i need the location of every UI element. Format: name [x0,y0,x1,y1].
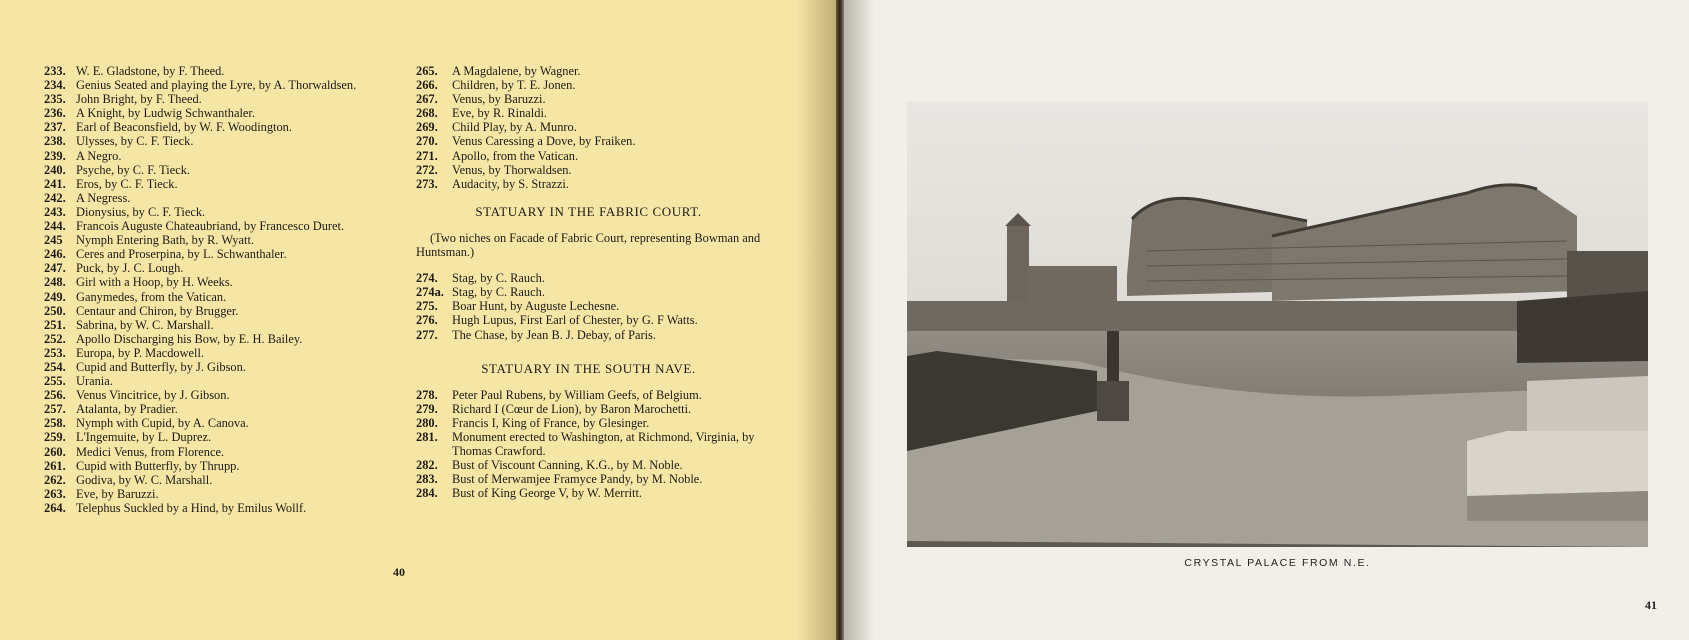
catalogue-entry [44,459,389,473]
entry-number: 234. [44,78,66,93]
entry-title: Francois Auguste Chateaubriand, by Francesco Duret. [76,219,345,234]
entry-number: 272. [416,162,438,177]
entry-number: 276. [416,313,438,328]
entry-title: Eve, by Baruzzi. [76,486,159,501]
catalogue-entry [416,472,761,486]
catalogue-entry [416,328,761,342]
catalogue-entry [44,134,389,148]
entry-number: 238. [44,134,66,149]
entry-title: Nymph Entering Bath, by R. Wyatt. [76,233,254,248]
entry-title: Francis I, King of France, by Glesinger. [452,415,650,430]
entry-number: 279. [416,401,438,416]
entry-title: Genius Seated and playing the Lyre, by A. Thorwaldsen. [76,78,357,93]
entry-number: 260. [44,444,66,459]
entry-title: Monument erected to Washington, at Richmond, Virginia, by Thomas Crawford. [452,429,755,459]
catalogue-entry [416,106,761,120]
entry-title: Earl of Beaconsfield, by W. F. Woodington. [76,120,292,135]
catalogue-entry [44,416,389,430]
catalogue-entry [44,205,389,219]
catalogue-column-1 [44,64,389,515]
entry-number: 277. [416,327,438,342]
entry-number: 242. [44,190,66,205]
entry-title: Apollo Discharging his Bow, by E. H. Bailey. [76,331,303,346]
entry-number: 249. [44,289,66,304]
entry-title: Peter Paul Rubens, by William Geefs, of Belgium. [452,387,702,402]
entry-number: 269. [416,120,438,135]
entry-number: 245 [44,233,63,248]
catalogue-entry [44,388,389,402]
catalogue-entry [416,458,761,472]
entry-number: 257. [44,402,66,417]
entry-title: Bust of Merwamjee Framyce Pandy, by M. Noble. [452,472,703,487]
catalogue-entry [44,304,389,318]
entry-number: 259. [44,430,66,445]
entry-number: 236. [44,106,66,121]
entry-title: Bust of King George V, by W. Merritt. [452,486,642,501]
catalogue-entry [44,64,389,78]
entry-number: 240. [44,162,66,177]
entry-number: 278. [416,387,438,402]
catalogue-entry [416,78,761,92]
entry-number: 265. [416,64,438,78]
catalogue-entry [44,191,389,205]
entry-number: 248. [44,275,66,290]
catalogue-entry [416,120,761,134]
entry-number: 239. [44,148,66,163]
entry-title: Ganymedes, from the Vatican. [76,289,227,304]
entry-title: Medici Venus, from Florence. [76,444,225,459]
entry-number: 262. [44,472,66,487]
entry-title: Venus Vincitrice, by J. Gibson. [76,388,230,403]
entry-number: 235. [44,92,66,107]
entry-title: The Chase, by Jean B. J. Debay, of Paris. [452,327,656,342]
entry-number: 241. [44,176,66,191]
section-heading-fabric-court: STATUARY IN THE FABRIC COURT. [475,203,702,219]
entry-number: 253. [44,345,66,360]
entry-number: 247. [44,261,66,276]
entry-title: Stag, by C. Rauch. [452,271,545,286]
catalogue-entry [44,346,389,360]
catalogue-entry [44,290,389,304]
entry-number: 284. [416,486,438,501]
entry-title: Venus, by Thorwaldsen. [452,162,572,177]
entry-title: Atalanta, by Pradier. [76,402,178,417]
left-page [0,0,836,640]
entry-title: Child Play, by A. Munro. [452,120,577,135]
entry-number: 252. [44,331,66,346]
page-number-right: 41 [1645,598,1657,612]
entry-number: 274. [416,271,438,286]
entry-title: Boar Hunt, by Auguste Lechesne. [452,299,620,314]
entry-title: Venus Caressing a Dove, by Fraiken. [452,134,636,149]
catalogue-entry [416,313,761,327]
catalogue-entry [416,388,761,402]
catalogue-entry [44,430,389,444]
catalogue-entry [44,501,389,515]
entry-title: John Bright, by F. Theed. [76,92,202,107]
entry-title: Godiva, by W. C. Marshall. [76,472,213,487]
catalogue-entry [44,261,389,275]
entry-title: Psyche, by C. F. Tieck. [76,162,190,177]
entry-number: 233. [44,64,66,78]
catalogue-entry [416,416,761,430]
entry-number: 254. [44,359,66,374]
book-gutter [836,0,844,640]
entry-number: 268. [416,106,438,121]
entry-title: Telephus Suckled by a Hind, by Emilus Wollf. [76,500,307,515]
catalogue-entry [44,149,389,163]
catalogue-entry [44,402,389,416]
entry-title: A Magdalene, by Wagner. [452,64,581,78]
catalogue-entry [44,106,389,120]
entry-title: Richard I (Cœur de Lion), by Baron Marochetti. [452,401,692,416]
entry-number: 237. [44,120,66,135]
catalogue-entry [44,120,389,134]
entry-title: Cupid and Butterfly, by J. Gibson. [76,359,246,374]
catalogue-entry [44,177,389,191]
catalogue-entry [44,332,389,346]
entry-title: Cupid with Butterfly, by Thrupp. [76,458,240,473]
catalogue-entry [416,299,761,313]
entry-number: 283. [416,472,438,487]
entry-number: 275. [416,299,438,314]
entry-title: Sabrina, by W. C. Marshall. [76,317,214,332]
entry-title: Urania. [76,374,113,389]
entry-list [416,388,761,501]
catalogue-entry [416,163,761,177]
entry-number: 271. [416,148,438,163]
entry-number: 267. [416,92,438,107]
catalogue-entry [416,430,761,458]
entry-number: 266. [416,78,438,93]
entry-list [416,64,761,191]
entry-title: Girl with a Hoop, by H. Weeks. [76,275,233,290]
entry-title: Eros, by C. F. Tieck. [76,176,178,191]
catalogue-entry [416,486,761,500]
entry-title: Stag, by C. Rauch. [452,285,545,300]
catalogue-entry [44,92,389,106]
entry-title: Bust of Viscount Canning, K.G., by M. Noble. [452,458,683,473]
entry-number: 251. [44,317,66,332]
catalogue-entry [44,247,389,261]
catalogue-entry [416,149,761,163]
fabric-court-note: (Two niches on Facade of Fabric Court, representing Bowman and Huntsman.) [416,230,761,260]
entry-list [416,271,761,341]
catalogue-entry [44,445,389,459]
entry-list [44,64,389,515]
entry-number: 244. [44,219,66,234]
entry-title: Eve, by R. Rinaldi. [452,106,547,121]
entry-number: 281. [416,429,438,444]
crystal-palace-photograph [907,101,1648,547]
entry-title: Ulysses, by C. F. Tieck. [76,134,194,149]
catalogue-entry [44,487,389,501]
entry-title: Europa, by P. Macdowell. [76,345,205,360]
catalogue-entry [416,177,761,191]
catalogue-entry [44,78,389,92]
entry-title: Audacity, by S. Strazzi. [452,176,569,191]
entry-number: 263. [44,486,66,501]
entry-number: 246. [44,247,66,262]
catalogue-entry [416,134,761,148]
entry-title: Hugh Lupus, First Earl of Chester, by G. F Watts. [452,313,698,328]
entry-title: Puck, by J. C. Lough. [76,261,184,276]
entry-title: Apollo, from the Vatican. [452,148,579,163]
catalogue-entry [416,271,761,285]
catalogue-entry [44,233,389,247]
entry-title: Centaur and Chiron, by Brugger. [76,303,239,318]
catalogue-entry [416,285,761,299]
catalogue-entry [416,402,761,416]
entry-number: 282. [416,458,438,473]
entry-title: W. E. Gladstone, by F. Theed. [76,64,225,78]
entry-number: 280. [416,415,438,430]
catalogue-entry [44,374,389,388]
catalogue-entry [44,318,389,332]
entry-number: 256. [44,388,66,403]
entry-number: 273. [416,176,438,191]
catalogue-entry [44,275,389,289]
page-number-left: 40 [393,565,405,579]
entry-title: L'Ingemuite, by L. Duprez. [76,430,212,445]
entry-title: Ceres and Proserpina, by L. Schwanthaler. [76,247,287,262]
entry-number: 255. [44,374,66,389]
entry-title: Dionysius, by C. F. Tieck. [76,204,206,219]
entry-number: 261. [44,458,66,473]
entry-number: 264. [44,500,66,515]
entry-title: A Knight, by Ludwig Schwanthaler. [76,106,255,121]
catalogue-column-2 [416,64,761,500]
catalogue-entry [416,64,761,78]
entry-title: A Negress. [76,190,131,205]
catalogue-entry [44,219,389,233]
entry-title: Venus, by Baruzzi. [452,92,546,107]
catalogue-entry [416,92,761,106]
entry-number: 243. [44,204,66,219]
entry-number: 250. [44,303,66,318]
entry-title: Nymph with Cupid, by A. Canova. [76,416,249,431]
photo-caption: CRYSTAL PALACE FROM N.E. [1184,557,1371,569]
catalogue-entry [44,473,389,487]
entry-number: 270. [416,134,438,149]
entry-title: A Negro. [76,148,122,163]
catalogue-entry [44,360,389,374]
catalogue-entry [44,163,389,177]
section-heading-south-nave: STATUARY IN THE SOUTH NAVE. [481,360,696,376]
entry-number: 274a. [416,285,444,300]
entry-title: Children, by T. E. Jonen. [452,78,576,93]
entry-number: 258. [44,416,66,431]
